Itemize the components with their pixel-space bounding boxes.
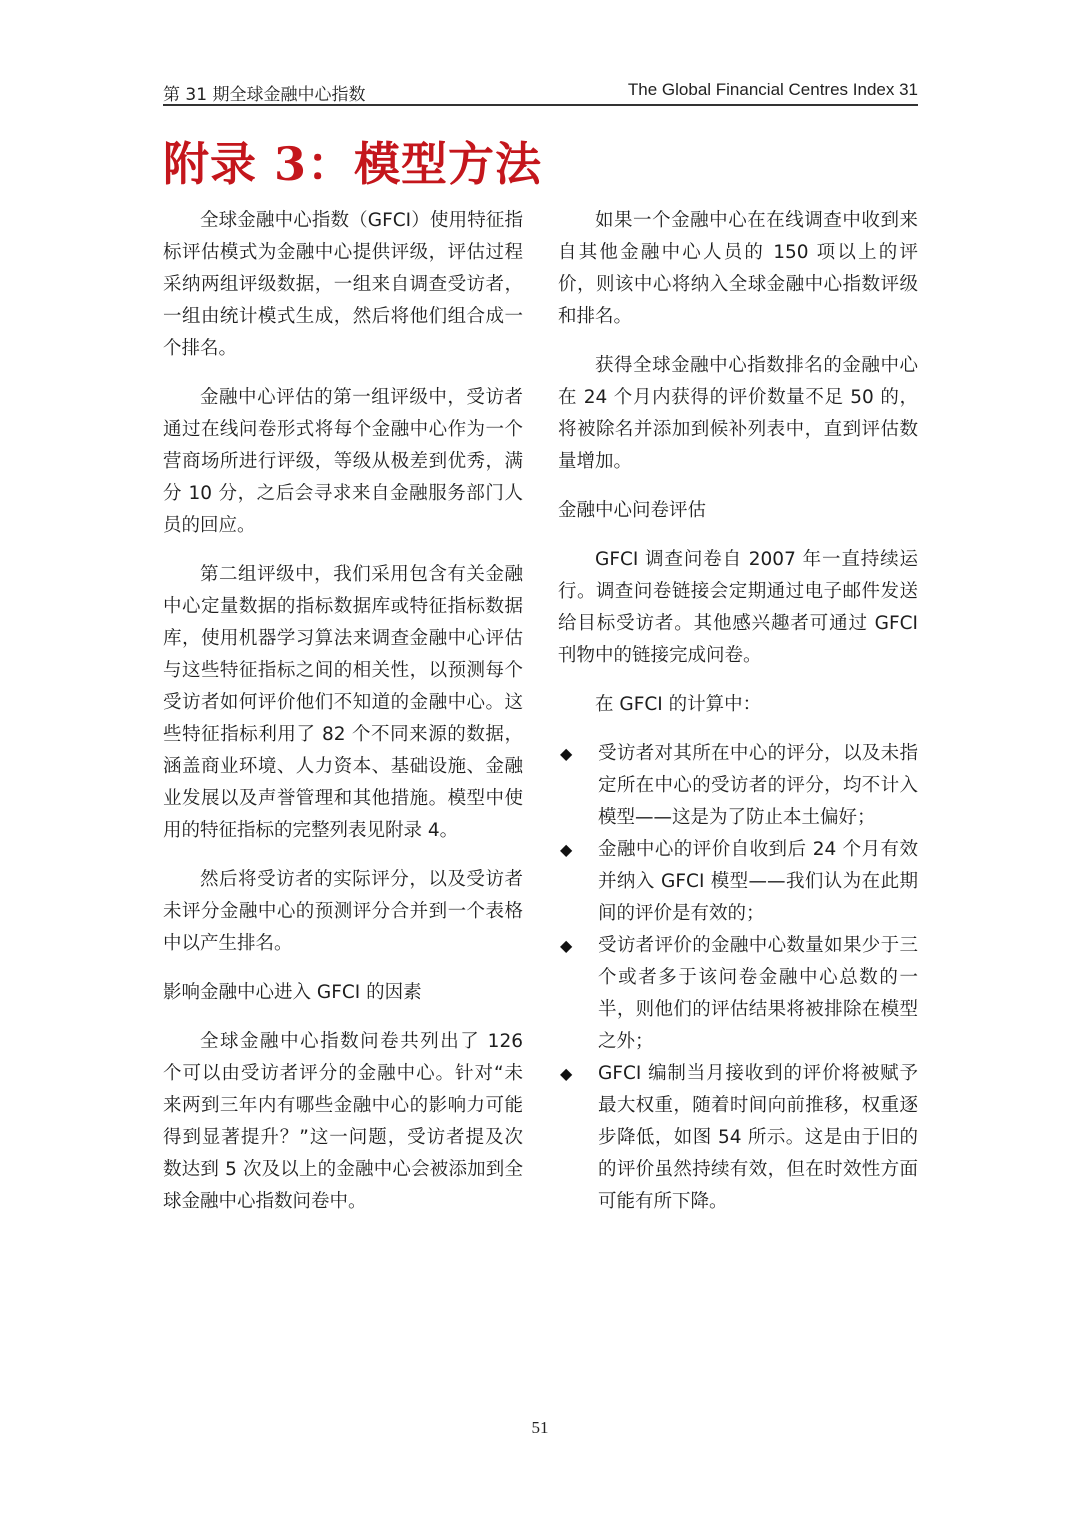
list-item (558, 1058, 918, 1218)
list-item-text: 受访者对其所在中心的评分，以及未指定所在中心的受访者的评分，均不计入模型——这是为了防止本土偏好； (598, 743, 918, 828)
paragraph: 全球金融中心指数（GFCI）使用特征指标评估模式为金融中心提供评级，评估过程采纳两组评级数据，一组来自调查受访者，一组由统计模式生成，然后将他们组合成一个排名。 (163, 210, 523, 359)
paragraph: GFCI 调查问卷自 2007 年一直持续运行。调查问卷链接会定期通过电子邮件发送给目标受访者。其他感兴趣者可通过 GFCI 刊物中的链接完成问卷。 (558, 549, 918, 666)
section-subheading: 金融中心问卷评估 (558, 500, 707, 521)
paragraph: 如果一个金融中心在在线调查中收到来自其他金融中心人员的 150 项以上的评价，则该中心将纳入全球金融中心指数评级和排名。 (558, 210, 918, 327)
right-column (558, 205, 918, 1218)
page-title: 附录 3：模型方法 (163, 137, 543, 191)
list-item (558, 834, 918, 930)
diamond-bullet-icon: ◆ (560, 840, 573, 859)
list-item-text: 金融中心的评价自收到后 24 个月有效并纳入 GFCI 模型——我们认为在此期间的评价是有效的； (598, 839, 918, 924)
page-header (163, 76, 918, 106)
left-column (163, 205, 523, 1235)
diamond-bullet-icon: ◆ (560, 744, 573, 763)
list-item (558, 930, 918, 1058)
paragraph: 在 GFCI 的计算中： (595, 694, 762, 715)
diamond-bullet-icon: ◆ (560, 936, 573, 955)
list-item-text: GFCI 编制当月接收到的评价将被赋予最大权重，随着时间向前推移，权重逐步降低，如图 54 所示。这是由于旧的的评价虽然持续有效，但在时效性方面可能有所下降。 (598, 1063, 918, 1212)
diamond-bullet-icon: ◆ (560, 1064, 573, 1083)
header-report-title-en: The Global Financial Centres Index 31 (627, 80, 918, 99)
header-report-title-zh: 第 31 期全球金融中心指数 (163, 85, 366, 105)
paragraph: 然后将受访者的实际评分，以及受访者未评分金融中心的预测评分合并到一个表格中以产生排名。 (163, 869, 523, 954)
paragraph: 第二组评级中，我们采用包含有关金融中心定量数据的指标数据库或特征指标数据库，使用机器学习算法来调查金融中心评估与这些特征指标之间的相关性，以预测每个受访者如何评价他们不知道的金融中心。这些特征指标利用了 82 个不同来源的数据，涵盖商业环境、人力资本、基础设施、金融业发展以及声誉管理和其他措施。模型中使用的特征指标的完整列表见附录 4。 (163, 564, 523, 841)
paragraph: 全球金融中心指数问卷共列出了 126 个可以由受访者评分的金融中心。针对“未来两到三年内有哪些金融中心的影响力可能得到显著提升？”这一问题，受访者提及次数达到 5 次及以上的金融中心会被添加到全球金融中心指数问卷中。 (163, 1031, 523, 1212)
paragraph: 金融中心评估的第一组评级中，受访者通过在线问卷形式将每个金融中心作为一个营商场所进行评级，等级从极差到优秀，满分 10 分，之后会寻求来自金融服务部门人员的回应。 (163, 387, 523, 536)
list-item (558, 738, 918, 834)
paragraph: 获得全球金融中心指数排名的金融中心在 24 个月内获得的评价数量不足 50 的，将被除名并添加到候补列表中，直到评估数量增加。 (558, 355, 918, 472)
section-subheading: 影响金融中心进入 GFCI 的因素 (163, 982, 422, 1003)
page-number: 51 (531, 1418, 549, 1437)
list-item-text: 受访者评价的金融中心数量如果少于三个或者多于该问卷金融中心总数的一半，则他们的评估结果将被排除在模型之外； (598, 935, 918, 1052)
bullet-list (558, 738, 918, 1218)
